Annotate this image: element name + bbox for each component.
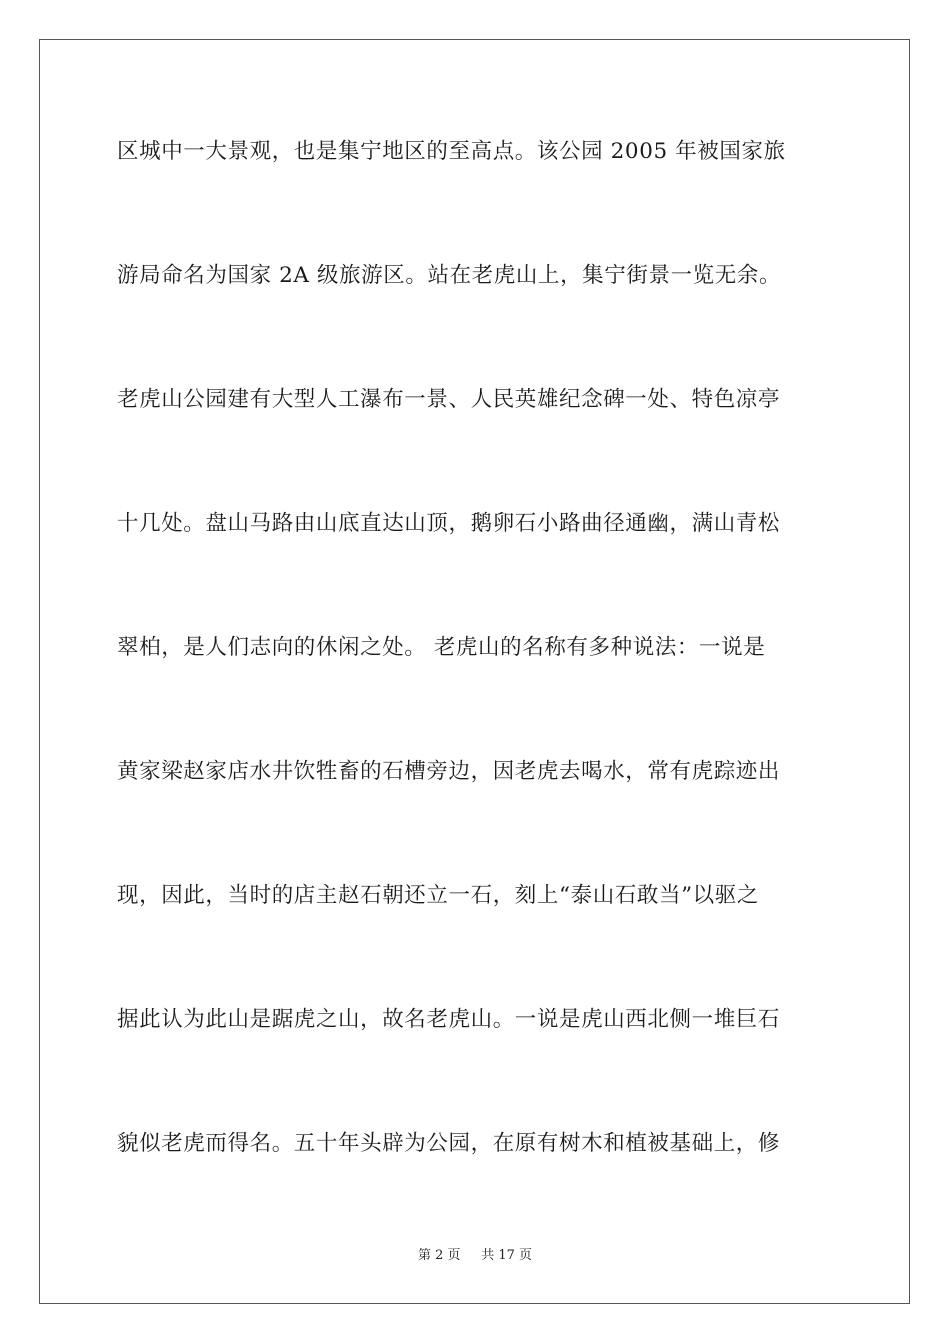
page-number: 第 2 页 <box>417 1248 461 1263</box>
page-border <box>39 39 910 1304</box>
text-line: 区城中一大景观，也是集宁地区的至高点。该公园 2005 年被国家旅 <box>117 139 786 164</box>
text-line: 现，因此，当时的店主赵石朝还立一石，刻上“泰山石敢当”以驱之 <box>117 883 759 908</box>
text-line: 游局命名为国家 2A 级旅游区。站在老虎山上，集宁街景一览无余。 <box>117 263 782 288</box>
text-line: 十几处。盘山马路由山底直达山顶，鹅卵石小路曲径通幽，满山青松 <box>117 511 781 536</box>
text-line: 翠柏，是人们志向的休闲之处。 老虎山的名称有多种说法：一说是 <box>117 635 766 660</box>
text-line: 黄家梁赵家店水井饮牲畜的石槽旁边，因老虎去喝水，常有虎踪迹出 <box>117 759 781 784</box>
text-line: 貌似老虎而得名。五十年头辟为公园，在原有树木和植被基础上，修 <box>117 1131 781 1156</box>
page-footer <box>0 1247 950 1265</box>
text-line: 老虎山公园建有大型人工瀑布一景、人民英雄纪念碑一处、特色凉亭 <box>117 387 781 412</box>
text-line: 据此认为此山是踞虎之山，故名老虎山。一说是虎山西北侧一堆巨石 <box>117 1007 781 1032</box>
page-total: 共 17 页 <box>481 1248 533 1263</box>
